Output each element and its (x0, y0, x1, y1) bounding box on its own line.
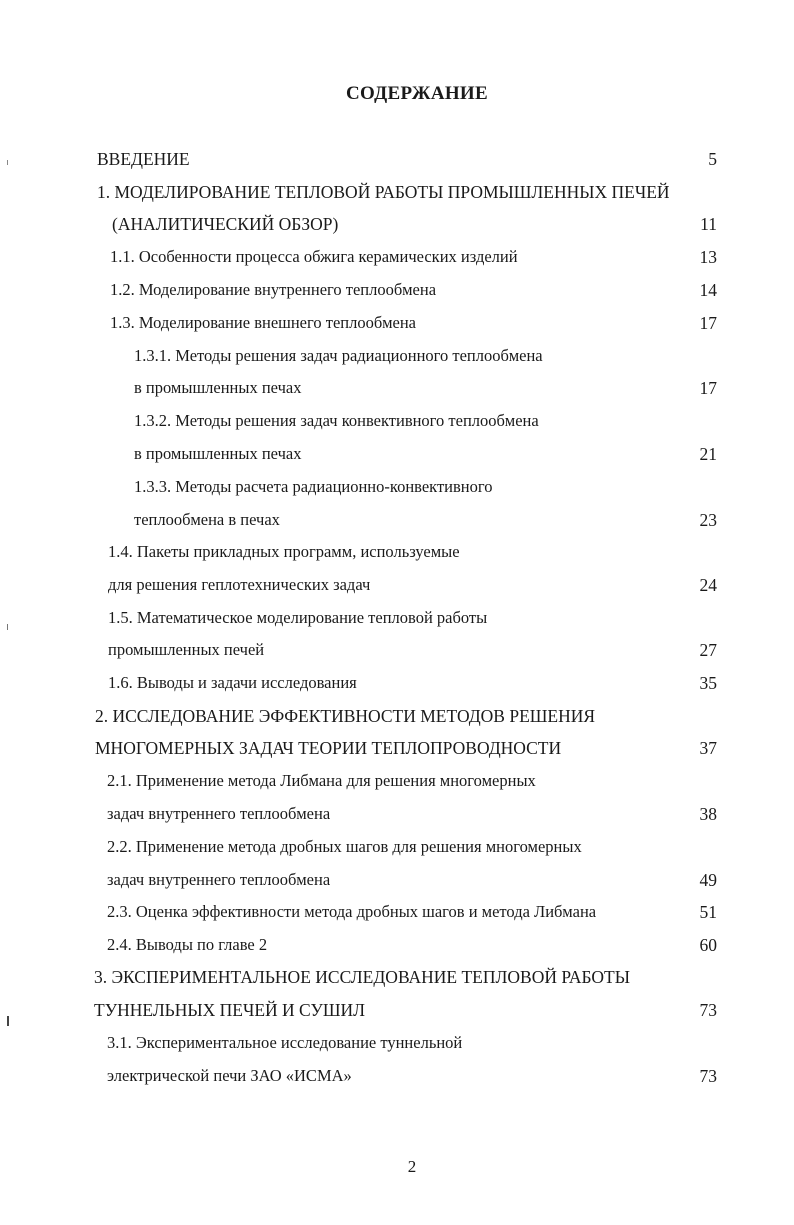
toc-section-1-5: 1.5. Математическое моделирование тепловой работы (108, 608, 488, 627)
toc-page-number: 35 (699, 673, 717, 693)
toc-chapter-2-title-cont: МНОГОМЕРНЫХ ЗАДАЧ ТЕОРИИ ТЕПЛОПРОВОДНОСТИ (95, 738, 562, 758)
toc-section-1-2: 1.2. Моделирование внутреннего теплообмена (110, 280, 437, 299)
toc-section-2-1-cont: задач внутреннего теплообмена (107, 804, 331, 823)
toc-section-1-3-2-cont: в промышленных печах (134, 444, 302, 463)
toc-page-number: 23 (699, 510, 717, 530)
toc-page-number: 73 (699, 1066, 717, 1086)
toc-chapter-3-title-cont: ТУННЕЛЬНЫХ ПЕЧЕЙ И СУШИЛ (94, 1000, 366, 1020)
scan-mark (7, 1016, 9, 1026)
scan-mark (7, 160, 8, 165)
toc-page-number: 73 (699, 1000, 717, 1020)
toc-page-number: 49 (699, 870, 717, 890)
toc-page-number: 11 (700, 214, 717, 234)
toc-section-1-3-3: 1.3.3. Методы расчета радиационно-конвективного (134, 477, 493, 496)
toc-page-number: 14 (699, 280, 717, 300)
toc-section-1-6: 1.6. Выводы и задачи исследования (108, 673, 357, 692)
toc-chapter-2-title: 2. ИССЛЕДОВАНИЕ ЭФФЕКТИВНОСТИ МЕТОДОВ РЕШЕНИЯ (95, 706, 596, 726)
toc-page-number: 51 (699, 902, 717, 922)
toc-section-1-4-cont: для решения геплотехнических задач (108, 575, 371, 594)
toc-section-1-4: 1.4. Пакеты прикладных программ, используемые (108, 542, 460, 561)
toc-section-2-2: 2.2. Применение метода дробных шагов для решения многомерных (107, 837, 582, 856)
toc-page-number: 5 (708, 149, 717, 169)
toc-section-1-3-1: 1.3.1. Методы решения задач радиационного теплообмена (134, 346, 543, 365)
toc-page-number: 38 (699, 804, 717, 824)
toc-page-number: 37 (699, 738, 717, 758)
toc-page-number: 60 (699, 935, 717, 955)
toc-page-number: 27 (699, 640, 717, 660)
scan-mark (7, 624, 8, 630)
toc-section-1-3: 1.3. Моделирование внешнего теплообмена (110, 313, 416, 332)
toc-section-2-2-cont: задач внутреннего теплообмена (107, 870, 331, 889)
toc-section-1-3-3-cont: теплообмена в печах (134, 510, 280, 529)
page-number: 2 (407, 1157, 417, 1176)
toc-chapter-1-title-cont: (АНАЛИТИЧЕСКИЙ ОБЗОР) (112, 214, 339, 234)
toc-section-2-3: 2.3. Оценка эффективности метода дробных шагов и метода Либмана (107, 902, 597, 921)
toc-page-number: 17 (699, 378, 717, 398)
toc-section-1-3-1-cont: в промышленных печах (134, 378, 302, 397)
toc-section-2-4: 2.4. Выводы по главе 2 (107, 935, 268, 954)
toc-section-2-1: 2.1. Применение метода Либмана для решения многомерных (107, 771, 536, 790)
toc-page-number: 21 (699, 444, 717, 464)
toc-page-number: 17 (699, 313, 717, 333)
toc-chapter-3-title: 3. ЭКСПЕРИМЕНТАЛЬНОЕ ИССЛЕДОВАНИЕ ТЕПЛОВОЙ РАБОТЫ (94, 967, 630, 987)
toc-section-1-3-2: 1.3.2. Методы решения задач конвективного теплообмена (134, 411, 539, 430)
toc-entry-introduction: ВВЕДЕНИЕ (97, 149, 190, 169)
toc-page-number: 24 (699, 575, 717, 595)
toc-page-number: 13 (699, 247, 717, 267)
toc-section-1-5-cont: промышленных печей (108, 640, 265, 659)
toc-section-1-1: 1.1. Особенности процесса обжига керамических изделий (110, 247, 518, 266)
toc-chapter-1-title: 1. МОДЕЛИРОВАНИЕ ТЕПЛОВОЙ РАБОТЫ ПРОМЫШЛЕННЫХ ПЕЧЕЙ (97, 182, 670, 202)
toc-section-3-1-cont: электрической печи ЗАО «ИСМА» (107, 1066, 352, 1085)
toc-section-3-1: 3.1. Экспериментальное исследование туннельной (107, 1033, 463, 1052)
page-title: СОДЕРЖАНИЕ (346, 83, 488, 104)
